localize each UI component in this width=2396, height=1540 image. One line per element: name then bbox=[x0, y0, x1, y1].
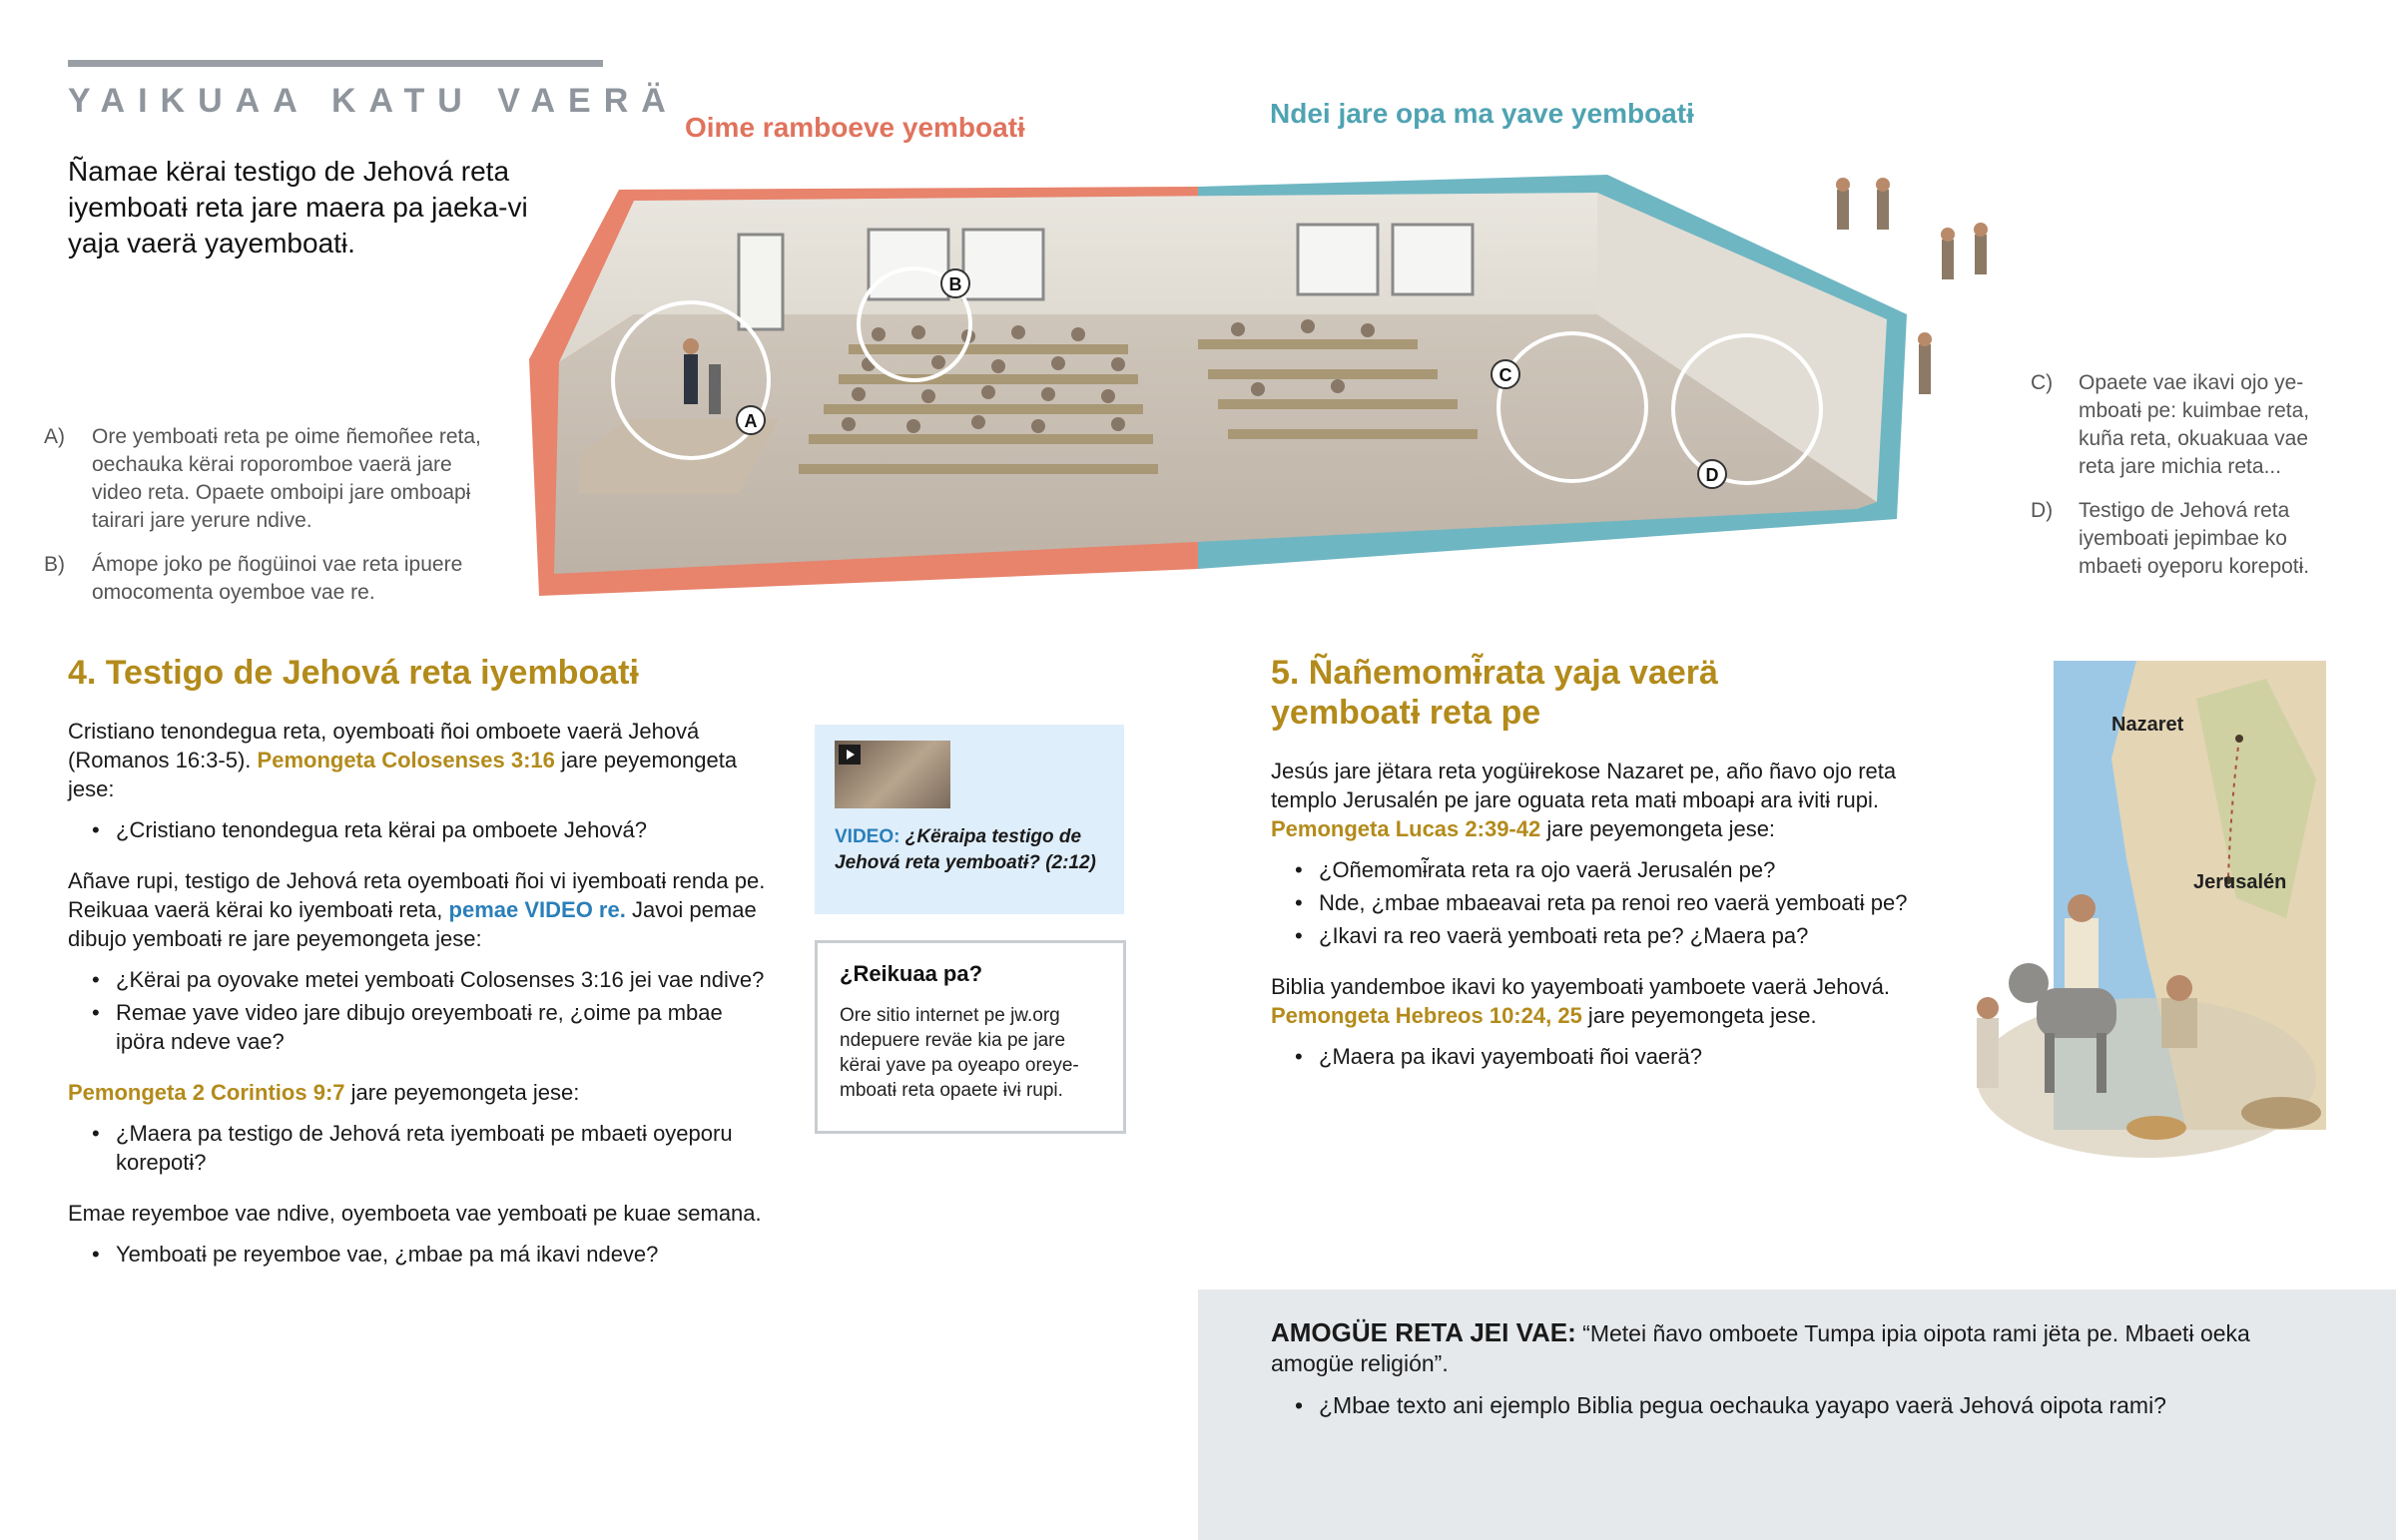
section-5-title: 5. Ñañemomɨ̃rata yaja vaerä yemboatɨ reta pe bbox=[1271, 654, 1718, 732]
marker-d bbox=[1698, 460, 1726, 488]
diagram-end-label: Ndei jare opa ma yave yemboatɨ bbox=[1270, 98, 1694, 129]
video-caption: VIDEO: ¿Këraipa testigo de Jehová reta yemboatɨ? (2:12) bbox=[835, 826, 1096, 873]
question: • ¿Oñemomɨ̃rata reta ra ojo vaerä Jerusalén pe? bbox=[1271, 855, 1930, 884]
question: • ¿Cristiano tenondegua reta kërai pa omboete Jehová? bbox=[68, 815, 767, 844]
marker-a bbox=[737, 406, 765, 434]
section-4-paragraph-2: Añave rupi, testigo de Jehová reta oyemboatɨ ñoi vi iyemboatɨ renda pe. Reikuaa vaerä kërai ko iyemboatɨ reta, pemae VIDEO re. Javoi pemae dibujo yemboatɨ re jare peyemongeta jese: bbox=[68, 868, 766, 951]
question: • Yemboatɨ pe reyemboe vae, ¿mbae pa má ikavi ndeve? bbox=[68, 1240, 767, 1269]
did-you-know-box bbox=[815, 940, 1126, 1134]
intro-text: Ñamae kërai testigo de Jehová reta iyemboatɨ reta jare maera pa jaeka-vi yaja vaerä yayemboatɨ. bbox=[68, 156, 528, 258]
marker-b bbox=[941, 269, 969, 297]
window-4 bbox=[1393, 225, 1473, 294]
scripture-link-colosenses[interactable]: Pemongeta Colosenses 3:16 bbox=[257, 748, 555, 772]
question: • Nde, ¿mbae mbaeavai reta pa renoi reo vaerä yemboatɨ pe? bbox=[1271, 888, 1930, 917]
marker-d-label: D bbox=[1705, 465, 1719, 485]
window-3 bbox=[1298, 225, 1378, 294]
others-say-quote: “Metei ñavo omboete Tumpa ipia oipota rami jëta pe. Mbaetɨ oeka amogüe religión”. bbox=[1271, 1320, 2250, 1376]
journey-map-illustration bbox=[1937, 659, 2356, 1238]
caption-c: C) Opaete vae ikavi ojo ye-mboatɨ pe: kuimbae reta, kuña reta, okuakuaa vae reta jare michia reta... bbox=[2031, 371, 2310, 478]
section-4-paragraph-1: Cristiano tenondegua reta, oyemboatɨ ñoi omboete vaerä Jehová (Romanos 16:3-5). Pemongeta Colosenses 3:16 jare peyemongeta jese: bbox=[68, 719, 738, 801]
section-4-paragraph-4: Emae reyemboe vae ndive, oyemboeta vae yemboatɨ pe kuae semana. bbox=[68, 1201, 762, 1226]
section-4-questions-4 bbox=[68, 1240, 767, 1269]
section-4-questions-2 bbox=[68, 965, 767, 1056]
marker-b-label: B bbox=[948, 274, 962, 294]
caption-b: B) Ámope joko pe ñogüinoi vae reta ipuere omocomenta oyemboe vae re. bbox=[44, 553, 463, 604]
section-5-paragraph-2: Biblia yandemboe ikavi ko yayemboatɨ yamboete vaerä Jehová. Pemongeta Hebreos 10:24, 25 jare peyemongeta jese. bbox=[1271, 974, 1891, 1028]
question: • ¿Mbae texto ani ejemplo Biblia pegua oechauka yayapo vaerä Jehová oipota rami? bbox=[1271, 1390, 2289, 1420]
question: • ¿Maera pa testigo de Jehová reta iyemboatɨ pe mbaetɨ oyeporu korepotɨ? bbox=[68, 1119, 767, 1177]
did-you-know-title: ¿Reikuaa pa? bbox=[840, 961, 983, 986]
nazaret-dot bbox=[2235, 735, 2243, 743]
marker-c-label: C bbox=[1498, 365, 1512, 385]
others-say-block bbox=[1271, 1317, 2289, 1420]
section-4-questions-1 bbox=[68, 815, 767, 844]
video-thumbnail[interactable] bbox=[835, 741, 950, 808]
section-4-paragraph-3: Pemongeta 2 Corintios 9:7 jare peyemongeta jese: bbox=[68, 1080, 580, 1105]
caption-d: D) Testigo de Jehová reta iyemboatɨ jepimbae ko mbaetɨ oyeporu korepotɨ. bbox=[2031, 499, 2310, 578]
scripture-link-corintios[interactable]: Pemongeta 2 Corintios 9:7 bbox=[68, 1080, 345, 1105]
question: • ¿Kërai pa oyovake metei yemboatɨ Colosenses 3:16 jei vae ndive? bbox=[68, 965, 767, 994]
map-label-jerusalen: Jerusalén bbox=[2193, 871, 2287, 893]
window-1 bbox=[869, 230, 948, 299]
question: • Remae yave video jare dibujo oreyemboatɨ re, ¿oime pa mbae ipöra ndeve vae? bbox=[68, 998, 767, 1056]
question: • ¿Maera pa ikavi yayemboatɨ ñoi vaerä? bbox=[1271, 1042, 1930, 1071]
captions-right bbox=[2031, 369, 2324, 597]
kingdom-hall-illustration bbox=[519, 165, 1997, 614]
window-2 bbox=[963, 230, 1043, 299]
section-5-paragraph-1: Jesús jare jëtara reta yogüɨrekose Nazaret pe, año ñavo ojo reta templo Jerusalén pe jare oguata reta matɨ mboapɨ ara ɨvitɨ rupi. Pemongeta Lucas 2:39-42 jare peyemongeta jese: bbox=[1271, 759, 1897, 841]
others-say-label: AMOGÜE RETA JEI VAE: bbox=[1271, 1317, 1576, 1347]
door-left bbox=[739, 235, 783, 329]
marker-a-label: A bbox=[744, 411, 758, 431]
video-box[interactable] bbox=[815, 725, 1124, 914]
question: • ¿Ikavi ra reo vaerä yemboatɨ reta pe? ¿Maera pa? bbox=[1271, 921, 1930, 950]
did-you-know-text: Ore sitio internet pe jw.org ndepuere reväe kia pe jare kërai yave pa oyeapo oreye-mboatɨ reta opaete ɨvɨ rupi. bbox=[840, 1005, 1079, 1101]
section-4-body bbox=[68, 717, 767, 1290]
others-say-questions bbox=[1271, 1390, 2289, 1420]
play-icon[interactable] bbox=[839, 745, 861, 765]
scripture-link-hebreos[interactable]: Pemongeta Hebreos 10:24, 25 bbox=[1271, 1003, 1582, 1028]
kicker-heading: YAIKUAA KATU VAERÄ bbox=[68, 82, 679, 120]
caption-a: A) Ore yemboatɨ reta pe oime ñemoñee reta, oechauka kërai roporomboe vaerä jare video reta. Opaete omboipi jare omboapɨ tairari jare yerure ndive. bbox=[44, 425, 481, 532]
video-link[interactable]: pemae VIDEO re. bbox=[448, 897, 626, 922]
map-label-nazaret: Nazaret bbox=[2111, 714, 2184, 736]
top-rule bbox=[68, 60, 603, 67]
diagram-start-label: Oime ramboeve yemboatɨ bbox=[685, 112, 1025, 143]
marker-c bbox=[1492, 360, 1519, 388]
captions-left bbox=[44, 423, 487, 623]
section-5-questions-2 bbox=[1271, 1042, 1930, 1071]
speaker-figure bbox=[684, 354, 698, 404]
section-4-questions-3 bbox=[68, 1119, 767, 1177]
lectern bbox=[709, 364, 721, 414]
section-4-title: 4. Testigo de Jehová reta iyemboatɨ bbox=[68, 654, 639, 692]
section-5-body bbox=[1271, 757, 1930, 1093]
section-5-questions-1 bbox=[1271, 855, 1930, 950]
scripture-link-lucas[interactable]: Pemongeta Lucas 2:39-42 bbox=[1271, 816, 1541, 841]
